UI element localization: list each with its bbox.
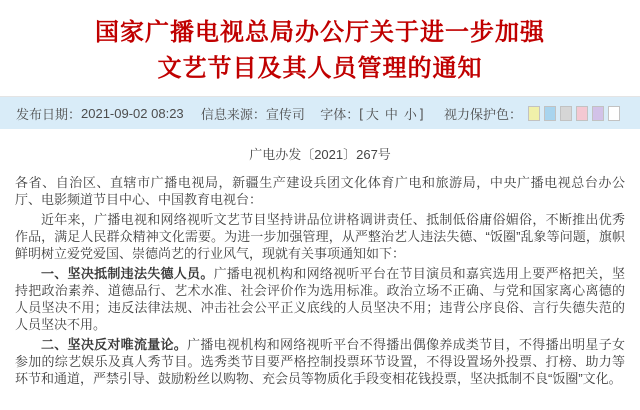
document-body xyxy=(15,174,625,387)
info-source-label: 信息来源： xyxy=(200,106,266,122)
eye-protect-swatch-purple[interactable] xyxy=(592,106,604,121)
section-2-paragraph xyxy=(15,336,625,387)
section-1-paragraph xyxy=(15,265,625,333)
font-size-large-button[interactable]: 大 xyxy=(365,106,379,122)
page-title xyxy=(0,0,640,87)
font-size-label: 字体： xyxy=(320,106,360,122)
eye-protect-swatch-gray[interactable] xyxy=(560,106,572,121)
section-2-text: 广播电视机构和网络视听平台不得播出偶像养成类节目，不得播出明星子女参加的综艺娱乐及真人秀节目。选秀类节目要严格控制投票环节设置，不得设置场外投票、打榜、助力等环节和通道，严禁引导、鼓励粉丝以购物、充会员等物质化手段变相花钱投票，坚决抵制不良“饭圈”文化。 xyxy=(15,337,625,386)
info-source-value: 宣传司 xyxy=(265,106,305,122)
page-title-line-2: 文艺节目及其人员管理的通知 xyxy=(157,55,483,82)
font-bracket-close: ] xyxy=(419,105,424,121)
eye-protect-swatch-blue[interactable] xyxy=(544,106,556,121)
eye-protect-swatch-white[interactable] xyxy=(608,106,620,121)
eye-protect-color-group xyxy=(444,104,624,123)
eye-protect-swatch-yellow[interactable] xyxy=(528,106,540,121)
section-1-heading: 一、坚决抵制违法失德人员。 xyxy=(41,266,214,281)
section-1-text: 广播电视机构和网络视听平台在节目演员和嘉宾选用上要严格把关，坚持把政治素养、道德品行、艺术水准、社会评价作为选用标准。政治立场不正确、与党和国家离心离德的人员坚决不用；违反法律法规、冲击社会公平正义底线的人员坚决不用；违背公序良俗、言行失德失范的人员坚决不用。 xyxy=(15,266,625,332)
font-bracket-open: [ xyxy=(359,105,363,121)
info-source-group xyxy=(201,104,320,123)
publish-date-group xyxy=(16,104,201,123)
meta-info-bar xyxy=(0,96,640,129)
font-size-medium-button[interactable]: 中 xyxy=(384,106,398,122)
eye-protect-label: 视力保护色： xyxy=(443,106,522,122)
publish-date-label: 发布日期： xyxy=(16,106,82,122)
font-size-switcher xyxy=(320,104,444,123)
eye-protect-swatches xyxy=(528,106,624,121)
section-2-heading: 二、坚决反对唯流量论。 xyxy=(41,337,188,352)
eye-protect-swatch-pink[interactable] xyxy=(576,106,588,121)
intro-paragraph: 近年来，广播电视和网络视听文艺节目坚持讲品位讲格调讲责任、抵制低俗庸俗媚俗，不断推出优秀作品，满足人民群众精神文化需要。为进一步加强管理，从严整治艺人违法失德、“饭圈”乱象等问题，旗帜鲜明树立爱党爱国、崇德尚艺的行业风气，现就有关事项通知如下： xyxy=(15,212,625,261)
publish-date-value: 2021-09-02 08:23 xyxy=(81,105,184,121)
document-number: 广电办发〔2021〕267号 xyxy=(249,147,391,162)
font-size-small-button[interactable]: 小 xyxy=(403,106,417,122)
page-title-line-1: 国家广播电视总局办公厅关于进一步加强 xyxy=(95,19,545,46)
recipients-paragraph: 各省、自治区、直辖市广播电视局，新疆生产建设兵团文化体育广电和旅游局，中央广播电视总台办公厅、电影频道节目中心、中国教育电视台： xyxy=(15,175,625,207)
